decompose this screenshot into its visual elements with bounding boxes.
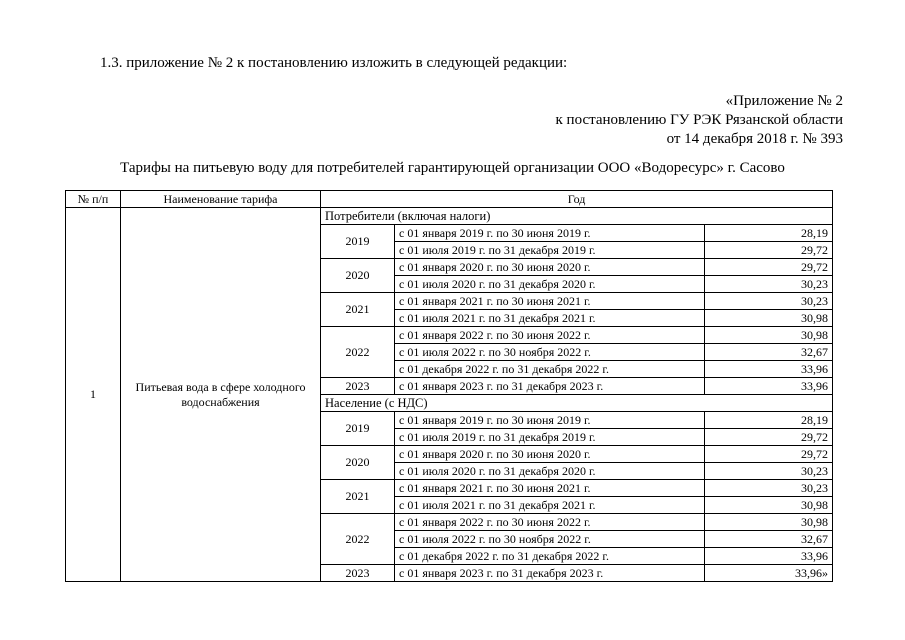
- period-cell: с 01 декабря 2022 г. по 31 декабря 2022 г.: [395, 361, 705, 378]
- group-label: Потребители (включая налоги): [321, 208, 833, 225]
- appendix-line-1: «Приложение № 2: [725, 93, 843, 109]
- period-cell: с 01 июля 2021 г. по 31 декабря 2021 г.: [395, 310, 705, 327]
- period-cell: с 01 июля 2021 г. по 31 декабря 2021 г.: [395, 497, 705, 514]
- price-cell: 30,23: [705, 293, 833, 310]
- period-cell: с 01 января 2023 г. по 31 декабря 2023 г.: [395, 378, 705, 395]
- appendix-reference: [556, 92, 843, 149]
- period-cell: с 01 июля 2019 г. по 31 декабря 2019 г.: [395, 429, 705, 446]
- group-label: Население (с НДС): [321, 395, 833, 412]
- year-cell: 2023: [321, 565, 395, 582]
- price-cell: 33,96: [705, 548, 833, 565]
- price-cell: 33,96: [705, 378, 833, 395]
- price-cell: 29,72: [705, 446, 833, 463]
- tariff-name: Питьевая вода в сфере холодного водоснабжения: [121, 208, 321, 582]
- price-cell: 29,72: [705, 259, 833, 276]
- document-title: Тарифы на питьевую воду для потребителей гарантирующей организации ООО «Водоресурс» г. Сасово: [120, 160, 785, 176]
- price-cell: 28,19: [705, 225, 833, 242]
- period-cell: с 01 июля 2022 г. по 30 ноября 2022 г.: [395, 531, 705, 548]
- year-cell: 2022: [321, 514, 395, 565]
- table-header-row: [66, 191, 833, 208]
- price-cell: 28,19: [705, 412, 833, 429]
- price-cell: 33,96: [705, 361, 833, 378]
- period-cell: с 01 января 2022 г. по 30 июня 2022 г.: [395, 327, 705, 344]
- period-cell: с 01 июля 2020 г. по 31 декабря 2020 г.: [395, 463, 705, 480]
- price-cell: 30,98: [705, 497, 833, 514]
- period-cell: с 01 июля 2022 г. по 30 ноября 2022 г.: [395, 344, 705, 361]
- header-num: № п/п: [66, 191, 121, 208]
- year-cell: 2022: [321, 327, 395, 378]
- price-cell: 30,98: [705, 514, 833, 531]
- header-year: Год: [321, 191, 833, 208]
- appendix-line-2: к постановлению ГУ РЭК Рязанской области: [555, 112, 843, 128]
- table-group-row: [66, 208, 833, 225]
- price-cell: 30,98: [705, 327, 833, 344]
- period-cell: с 01 января 2020 г. по 30 июня 2020 г.: [395, 446, 705, 463]
- price-cell: 30,23: [705, 276, 833, 293]
- year-cell: 2021: [321, 480, 395, 514]
- price-cell: 30,23: [705, 480, 833, 497]
- header-name: Наименование тарифа: [121, 191, 321, 208]
- period-cell: с 01 января 2021 г. по 30 июня 2021 г.: [395, 293, 705, 310]
- price-cell: 29,72: [705, 242, 833, 259]
- year-cell: 2023: [321, 378, 395, 395]
- row-number: 1: [66, 208, 121, 582]
- intro-text: 1.3. приложение № 2 к постановлению изложить в следующей редакции:: [100, 55, 568, 71]
- period-cell: с 01 января 2020 г. по 30 июня 2020 г.: [395, 259, 705, 276]
- price-cell: 33,96»: [705, 565, 833, 582]
- appendix-line-3: от 14 декабря 2018 г. № 393: [666, 131, 843, 147]
- year-cell: 2020: [321, 259, 395, 293]
- period-cell: с 01 декабря 2022 г. по 31 декабря 2022 г.: [395, 548, 705, 565]
- period-cell: с 01 июля 2019 г. по 31 декабря 2019 г.: [395, 242, 705, 259]
- year-cell: 2021: [321, 293, 395, 327]
- period-cell: с 01 января 2019 г. по 30 июня 2019 г.: [395, 225, 705, 242]
- period-cell: с 01 января 2023 г. по 31 декабря 2023 г.: [395, 565, 705, 582]
- price-cell: 30,98: [705, 310, 833, 327]
- year-cell: 2019: [321, 412, 395, 446]
- year-cell: 2019: [321, 225, 395, 259]
- price-cell: 32,67: [705, 531, 833, 548]
- period-cell: с 01 января 2022 г. по 30 июня 2022 г.: [395, 514, 705, 531]
- period-cell: с 01 января 2019 г. по 30 июня 2019 г.: [395, 412, 705, 429]
- tariff-table: [65, 190, 833, 582]
- price-cell: 32,67: [705, 344, 833, 361]
- period-cell: с 01 июля 2020 г. по 31 декабря 2020 г.: [395, 276, 705, 293]
- price-cell: 29,72: [705, 429, 833, 446]
- year-cell: 2020: [321, 446, 395, 480]
- period-cell: с 01 января 2021 г. по 30 июня 2021 г.: [395, 480, 705, 497]
- price-cell: 30,23: [705, 463, 833, 480]
